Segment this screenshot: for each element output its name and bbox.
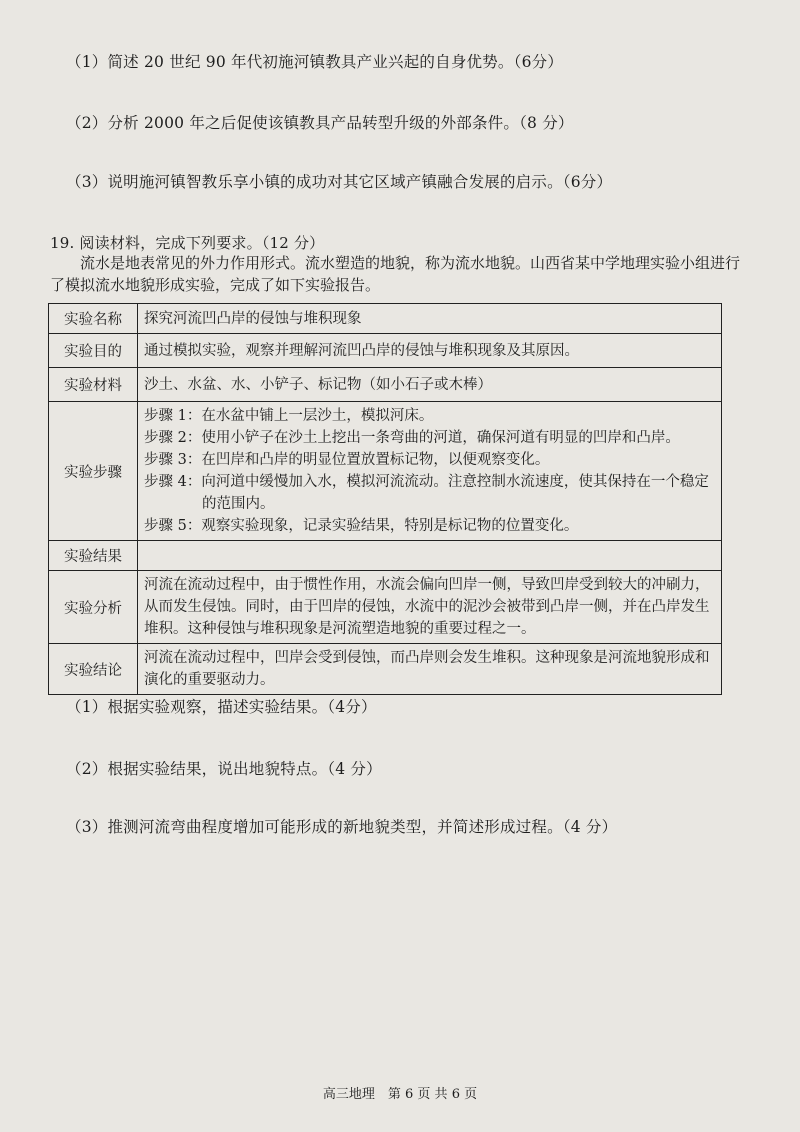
row-label: 实验名称: [49, 304, 138, 334]
row-value: 通过模拟实验，观察并理解河流凹凸岸的侵蚀与堆积现象及其原因。: [138, 334, 722, 368]
step-item: 步骤 2：使用小铲子在沙土上挖出一条弯曲的河道，确保河道有明显的凹岸和凸岸。: [144, 430, 680, 446]
report-row-purpose: [49, 334, 722, 368]
question-19-material: [50, 252, 740, 296]
question-19-part-3: （3）推测河流弯曲程度增加可能形成的新地貌类型，并简述形成过程。（4 分）: [66, 818, 618, 836]
question-19-heading: 19. 阅读材料，完成下列要求。（12 分）: [50, 234, 325, 252]
row-value-blank: [138, 541, 722, 571]
question-18-part-1: （1）简述 20 世纪 90 年代初施河镇教具产业兴起的自身优势。（6分）: [66, 53, 564, 71]
step-item: 步骤 1：在水盆中铺上一层沙土，模拟河床。: [144, 408, 434, 424]
report-row-analysis: [49, 571, 722, 644]
row-value: 河流在流动过程中，由于惯性作用，水流会偏向凹岸一侧，导致凹岸受到较大的冲刷力，从而发生侵蚀。同时，由于凹岸的侵蚀，水流中的泥沙会被带到凸岸一侧，并在凸岸发生堆积。这种侵蚀与堆积现象是河流塑造地貌的重要过程之一。: [138, 571, 722, 644]
row-label: 实验目的: [49, 334, 138, 368]
row-value: 沙土、水盆、水、小铲子、标记物（如小石子或木棒）: [138, 368, 722, 402]
question-18-part-2: （2）分析 2000 年之后促使该镇教具产品转型升级的外部条件。（8 分）: [66, 114, 574, 132]
step-item: 步骤 5：观察实验现象，记录实验结果，特别是标记物的位置变化。: [144, 518, 579, 534]
question-19-part-1: （1）根据实验观察，描述实验结果。（4分）: [66, 698, 377, 716]
row-label: 实验步骤: [49, 402, 138, 541]
row-label: 实验材料: [49, 368, 138, 402]
steps-list: [138, 402, 722, 541]
row-value: 探究河流凹凸岸的侵蚀与堆积现象: [138, 304, 722, 334]
question-18-part-3: （3）说明施河镇智教乐享小镇的成功对其它区域产镇融合发展的启示。（6分）: [66, 173, 613, 191]
step-item: 步骤 4：向河道中缓慢加入水，模拟河流流动。注意控制水流速度，使其保持在一个稳定的范围内。: [144, 474, 709, 512]
row-label: 实验结论: [49, 644, 138, 695]
report-row-result: [49, 541, 722, 571]
material-text: 流水是地表常见的外力作用形式。流水塑造的地貌，称为流水地貌。山西省某中学地理实验小组进行了模拟流水地貌形成实验，完成了如下实验报告。: [50, 254, 741, 294]
row-value: 河流在流动过程中，凹岸会受到侵蚀，而凸岸则会发生堆积。这种现象是河流地貌形成和演化的重要驱动力。: [138, 644, 722, 695]
report-row-steps: [49, 402, 722, 541]
row-label: 实验分析: [49, 571, 138, 644]
experiment-report-table: [48, 303, 722, 695]
report-row-conclusion: [49, 644, 722, 695]
step-item: 步骤 3：在凹岸和凸岸的明显位置放置标记物，以便观察变化。: [144, 452, 550, 468]
report-row-materials: [49, 368, 722, 402]
row-label: 实验结果: [49, 541, 138, 571]
page-footer: 高三地理 第 6 页 共 6 页: [322, 1087, 478, 1102]
report-row-name: [49, 304, 722, 334]
question-19-part-2: （2）根据实验结果，说出地貌特点。（4 分）: [66, 760, 382, 778]
